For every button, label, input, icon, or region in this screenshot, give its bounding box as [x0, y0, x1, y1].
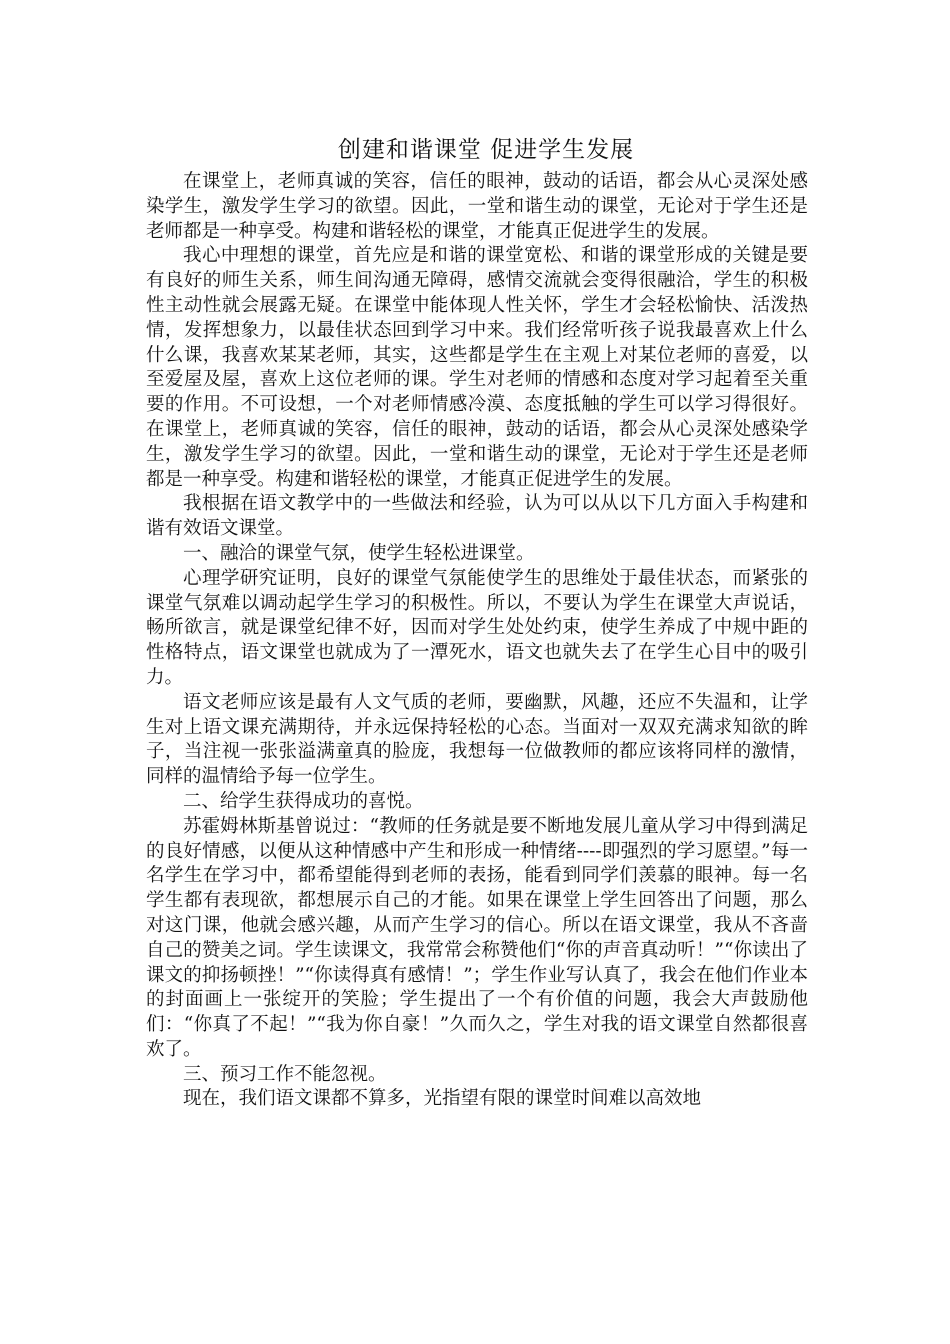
paragraph-chinese-teacher: 语文老师应该是最有人文气质的老师，要幽默，风趣，还应不失温和，让学生对上语文课充满期待，并永远保持轻松的心态。当面对一双双充满求知欲的眸子，当注视一张张溢满童真的脸庞，我想每一位做教师的都应该将同样的激情，同样的温情给予每一位学生。 [146, 691, 808, 788]
paragraph-psychology: 心理学研究证明，良好的课堂气氛能使学生的思维处于最佳状态，而紧张的课堂气氛难以调动起学生学习的积极性。所以，不要认为学生在课堂大声说话，畅所欲言，就是课堂纪律不好，因而对学生处处约束，使学生养成了中规中距的性格特点，语文课堂也就成为了一潭死水，语文也就失去了在学生心目中的吸引力。 [146, 567, 808, 688]
document-body [146, 134, 808, 1112]
section-heading-1: 一、融洽的课堂气氛，使学生轻松进课堂。 [183, 542, 535, 564]
paragraph-sukhomlinsky: 苏霍姆林斯基曾说过：“教师的任务就是要不断地发展儿童从学习中得到满足的良好情感，以便从这种情感中产生和形成一种情绪----即强烈的学习愿望。”每一名学生在学习中，都希望能得到老师的表扬，能看到同学们羡慕的眼神。每一名学生都有表现欲，都想展示自己的才能。如果在课堂上学生回答出了问题，那么对这门课，他就会感兴趣，从而产生学习的信心。所以在语文课堂，我从不吝啬自己的赞美之词。学生读课文，我常常会称赞他们“你的声音真动听！”“你读出了课文的抑扬顿挫！”“你读得真有感情！”；学生作业写认真了，我会在他们作业本的封面画上一张绽开的笑脸；学生提出了一个有价值的问题，我会大声鼓励他们：“你真了不起！”“我为你自豪！”久而久之，学生对我的语文课堂自然都很喜欢了。 [146, 815, 808, 1060]
paragraph-approach: 我根据在语文教学中的一些做法和经验，认为可以从以下几方面入手构建和谐有效语文课堂。 [146, 493, 808, 540]
paragraph-ideal-classroom: 我心中理想的课堂，首先应是和谐的课堂宽松、和谐的课堂形成的关键是要有良好的师生关系，师生间沟通无障碍，感情交流就会变得很融洽，学生的积极性主动性就会展露无疑。在课堂中能体现人性关怀，学生才会轻松愉快、活泼热情，发挥想象力，以最佳状态回到学习中来。我们经常听孩子说我最喜欢上什么什么课，我喜欢某某老师，其实，这些都是学生在主观上对某位老师的喜爱，以至爱屋及屋，喜欢上这位老师的课。学生对老师的情感和态度对学习起着至关重要的作用。不可设想，一个对老师情感冷漠、态度抵触的学生可以学习得很好。在课堂上，老师真诚的笑容，信任的眼神，鼓动的话语，都会从心灵深处感染学生，激发学生学习的欲望。因此，一堂和谐生动的课堂，无论对于学生还是老师都是一种享受。构建和谐轻松的课堂，才能真正促进学生的发展。 [146, 245, 808, 490]
section-heading-2: 二、给学生获得成功的喜悦。 [183, 790, 424, 812]
paragraph-preview: 现在，我们语文课都不算多，光指望有限的课堂时间难以高效地 [183, 1088, 702, 1110]
paragraph-intro: 在课堂上，老师真诚的笑容，信任的眼神，鼓动的话语，都会从心灵深处感染学生，激发学生学习的欲望。因此，一堂和谐生动的课堂，无论对于学生还是老师都是一种享受。构建和谐轻松的课堂，才能真正促进学生的发展。 [146, 171, 808, 242]
section-heading-3: 三、预习工作不能忽视。 [183, 1063, 387, 1085]
document-title: 创建和谐课堂 促进学生发展 [337, 137, 635, 163]
